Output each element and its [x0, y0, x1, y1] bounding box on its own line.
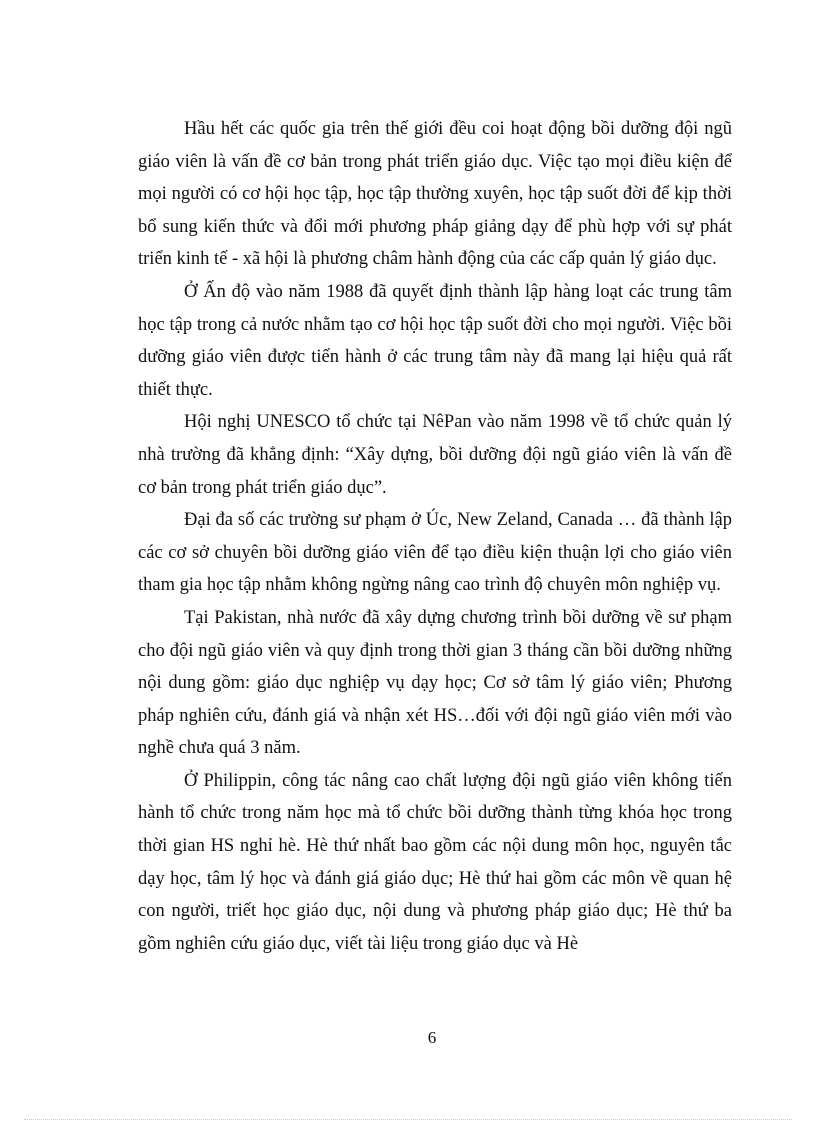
paragraph-philippines: Ở Philippin, công tác nâng cao chất lượng đội ngũ giáo viên không tiến hành tổ chức trong năm học mà tổ chức bồi dưỡng thành từng khóa học trong thời gian HS nghỉ hè. Hè thứ nhất bao gồm các nội dung môn học, nguyên tắc dạy học, tâm lý học và đánh giá giáo dục; Hè thứ hai gồm các môn về quan hệ con người, triết học giáo dục, nội dung và phương pháp giáo dục; Hè thứ ba gồm nghiên cứu giáo dục, viết tài liệu trong giáo dục và Hè [138, 770, 732, 954]
paragraph-india: Ở Ấn độ vào năm 1988 đã quyết định thành lập hàng loạt các trung tâm học tập trong cả nước nhằm tạo cơ hội học tập suốt đời cho mọi người. Việc bồi dưỡng giáo viên được tiến hành ở các trung tâm này đã mang lại hiệu quả rất thiết thực. [138, 281, 732, 400]
body-text [138, 113, 732, 960]
paragraph-australia-nz-canada: Đại đa số các trường sư phạm ở Úc, New Zeland, Canada … đã thành lập các cơ sở chuyên bồi dưỡng giáo viên để tạo điều kiện thuận lợi cho giáo viên tham gia học tập nhằm không ngừng nâng cao trình độ chuyên môn nghiệp vụ. [138, 510, 732, 596]
paragraph-training-overview: Hầu hết các quốc gia trên thế giới đều coi hoạt động bồi dưỡng đội ngũ giáo viên là vấn đề cơ bản trong phát triển giáo dục. Việc tạo mọi điều kiện để mọi người có cơ hội học tập, học tập thường xuyên, học tập suốt đời để kịp thời bổ sung kiến thức và đổi mới phương pháp giảng dạy để phù hợp với sự phát triển kinh tế - xã hội là phương châm hành động của các cấp quản lý giáo dục. [138, 119, 732, 270]
paragraph-unesco-nepal: Hội nghị UNESCO tổ chức tại NêPan vào năm 1998 về tổ chức quản lý nhà trường đã khẳng định: “Xây dựng, bồi dưỡng đội ngũ giáo viên là vấn đề cơ bản trong phát triển giáo dục”. [138, 412, 732, 498]
page-number: 6 [427, 1028, 437, 1047]
paragraph-pakistan: Tại Pakistan, nhà nước đã xây dựng chương trình bồi dưỡng về sư phạm cho đội ngũ giáo viên và quy định trong thời gian 3 tháng cần bồi dưỡng những nội dung gồm: giáo dục nghiệp vụ dạy học; Cơ sở tâm lý giáo viên; Phương pháp nghiên cứu, đánh giá và nhận xét HS…đối với đội ngũ giáo viên mới vào nghề chưa quá 3 năm. [138, 607, 732, 759]
page-bottom-divider [24, 1119, 792, 1120]
